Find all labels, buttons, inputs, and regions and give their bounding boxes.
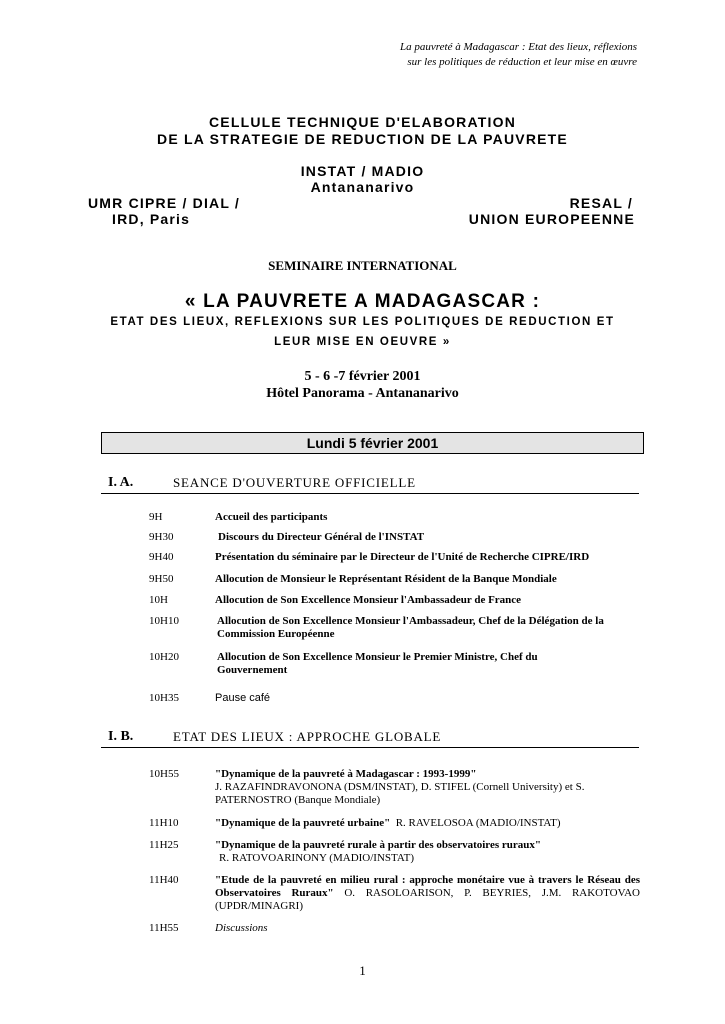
schedule-item <box>215 839 640 865</box>
section-a-title-cap: S <box>173 475 182 490</box>
schedule-item: Pause café <box>215 692 271 704</box>
seminar-title-sub-1: ETAT DES LIEUX, REFLEXIONS SUR LES POLITIQUES DE REDUCTION ET <box>110 316 615 328</box>
schedule-time: 10H35 <box>149 692 179 704</box>
schedule-time: 11H25 <box>149 839 179 851</box>
schedule-item: Allocution de Son Excellence Monsieur l'Ambassadeur de France <box>215 594 522 606</box>
talk-authors: R. RAVELOSOA (MADIO/INSTAT) <box>395 817 561 829</box>
talk-authors: R. RATOVOARINONY (MADIO/INSTAT) <box>219 852 414 864</box>
schedule-time: 9H50 <box>149 573 174 585</box>
schedule-item: Présentation du séminaire par le Directeur de l'Unité de Recherche CIPRE/IRD <box>215 551 590 563</box>
schedule-time: 9H40 <box>149 551 174 563</box>
partner-right-line-2: UNION EUROPEENNE <box>468 211 635 227</box>
section-b-rule <box>101 747 639 748</box>
schedule-item <box>215 874 640 913</box>
day-heading: Lundi 5 février 2001 <box>101 432 644 454</box>
seminar-label: SEMINAIRE INTERNATIONAL <box>268 258 457 273</box>
organizer-instat: INSTAT / MADIO <box>300 163 425 179</box>
organizer-line-2: DE LA STRATEGIE DE REDUCTION DE LA PAUVRETE <box>157 131 568 147</box>
seminar-title-sub-2: LEUR MISE EN OEUVRE » <box>274 336 451 348</box>
talk-title: "Etude de la pauvreté en milieu rural : approche monétaire vue à travers le Réseau des Observatoires Ruraux" <box>215 874 640 899</box>
header-note-line-2: sur les politiques de réduction et leur mise en œuvre <box>407 56 637 68</box>
schedule-item: Allocution de Monsieur le Représentant Résident de la Banque Mondiale <box>215 573 557 585</box>
schedule-time: 10H10 <box>149 615 179 627</box>
header-note-line-1: La pauvreté à Madagascar : Etat des lieux, réflexions <box>400 41 637 53</box>
schedule-item: Accueil des participants <box>215 511 328 523</box>
schedule-time: 9H30 <box>149 531 174 543</box>
document-header-note <box>237 40 637 70</box>
section-b-number: I. B. <box>108 729 134 744</box>
schedule-item: Allocution de Son Excellence Monsieur le Premier Ministre, Chef du Gouvernement <box>217 651 538 676</box>
schedule-time: 10H20 <box>149 651 179 663</box>
schedule-item <box>215 817 640 830</box>
schedule-time: 9H <box>149 511 163 523</box>
seminar-title-main: « LA PAUVRETE A MADAGASCAR : <box>184 291 541 312</box>
schedule-time: 11H40 <box>149 874 179 886</box>
seminar-dates: 5 - 6 -7 février 2001 <box>304 369 421 384</box>
talk-title: "Dynamique de la pauvreté urbaine" <box>215 817 391 829</box>
schedule-item: Discussions <box>215 922 268 934</box>
partner-left-line-1: UMR CIPRE / DIAL / <box>88 195 241 211</box>
schedule-item: Discours du Directeur Général de l'INSTAT <box>218 531 425 543</box>
schedule-time: 11H55 <box>149 922 179 934</box>
schedule-time: 11H10 <box>149 817 179 829</box>
section-a-title-rest: EANCE D'OUVERTURE OFFICIELLE <box>181 475 416 490</box>
partner-left-line-2: IRD, Paris <box>112 211 191 227</box>
schedule-time: 10H <box>149 594 168 606</box>
schedule-item: Allocution de Son Excellence Monsieur l'Ambassadeur, Chef de la Délégation de la Commission Européenne <box>217 615 604 640</box>
schedule-time: 10H55 <box>149 768 179 780</box>
talk-authors: J. RAZAFINDRAVONONA (DSM/INSTAT), D. STIFEL (Cornell University) et S. PATERNOSTRO (Banque Mondiale) <box>215 781 585 806</box>
page-number: 1 <box>359 963 366 978</box>
section-a-number: I. A. <box>108 475 134 490</box>
schedule-item <box>215 768 615 807</box>
talk-authors: O. RASOLOARISON, P. BEYRIES, J.M. RAKOTOVAO (UPDR/MINAGRI) <box>215 887 640 912</box>
section-b-title-cap: E <box>173 729 182 744</box>
section-b-title <box>173 729 441 745</box>
section-a-rule <box>101 493 639 494</box>
organizer-line-1: CELLULE TECHNIQUE D'ELABORATION <box>208 114 517 130</box>
partner-right-line-1: RESAL / <box>569 195 633 211</box>
organizer-city: Antananarivo <box>310 179 415 195</box>
section-a-title <box>173 475 416 491</box>
talk-title: "Dynamique de la pauvreté rurale à partir des observatoires ruraux" <box>215 839 541 851</box>
talk-title: "Dynamique de la pauvreté à Madagascar : 1993-1999" <box>215 768 477 780</box>
seminar-venue: Hôtel Panorama - Antananarivo <box>266 386 459 401</box>
section-b-title-rest: TAT DES LIEUX : APPROCHE GLOBALE <box>181 729 442 744</box>
